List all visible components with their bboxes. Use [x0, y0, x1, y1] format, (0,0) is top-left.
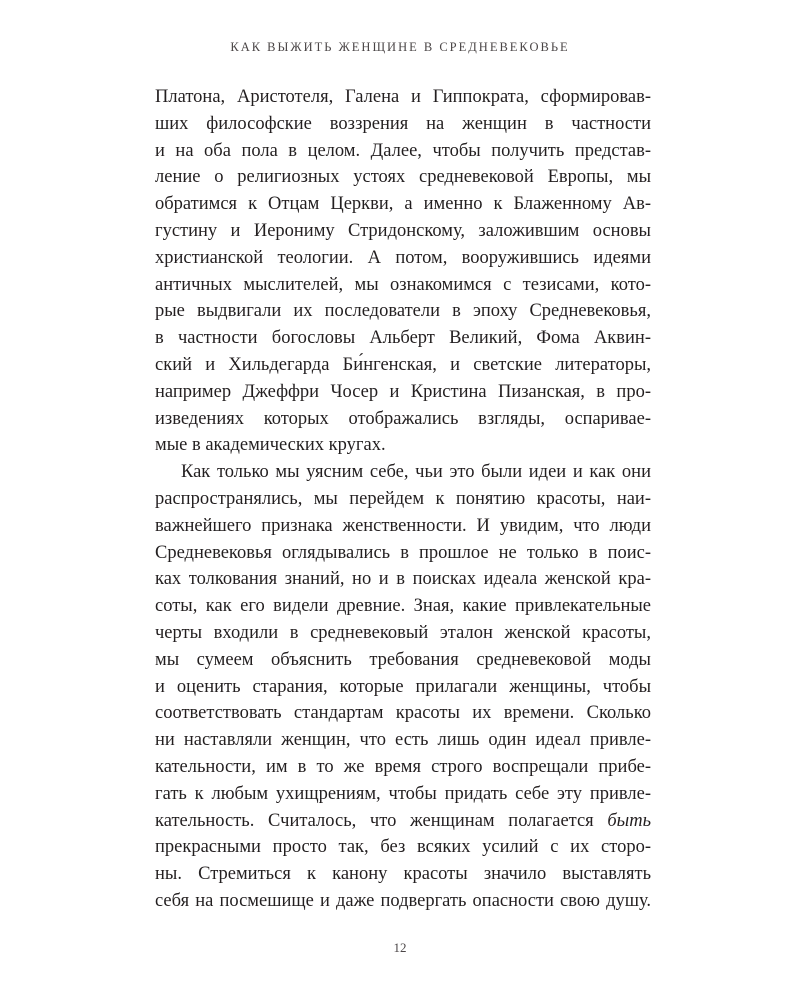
text-line: Платона, Аристотеля, Галена и Гиппократа, сформировав-	[155, 87, 651, 107]
text-line: ни наставляли женщин, что есть лишь один идеал привле-	[155, 730, 651, 751]
text-line: и оценить старания, которые прилагали женщины, чтобы	[155, 676, 651, 697]
text-line: черты входили в средневековый эталон женской красоты,	[155, 622, 651, 643]
text-line: мые в академических кругах.	[155, 435, 386, 456]
text-line: важнейшего признака женственности. И увидим, что люди	[155, 515, 651, 536]
paragraph-2	[155, 459, 651, 915]
text-line: ших философские воззрения на женщин в частности	[155, 113, 651, 134]
text-line: ление о религиозных устоях средневековой Европы, мы	[155, 167, 651, 188]
text-line: рые выдвигали их последователи в эпоху Средневековья,	[155, 301, 651, 322]
text-line: ский и Хильдегарда Би́нгенская, и светские литераторы,	[155, 354, 651, 375]
text-line: соты, как его видели древние. Зная, какие привлекательные	[155, 596, 651, 617]
paragraph-1	[155, 84, 651, 459]
text-line: кательности, им в то же время строго воспрещали прибе-	[155, 756, 651, 777]
text-line: изведениях которых отображались взгляды, оспариваe-	[155, 408, 651, 429]
line-text: кательность. Считалось, что женщинам полагается	[155, 810, 608, 831]
text-line: распространялись, мы перейдем к понятию красоты, наи-	[155, 488, 651, 509]
text-line: густину и Иерониму Стридонскому, заложившим основы	[155, 220, 651, 241]
text-line-with-emphasis	[155, 808, 651, 835]
text-line: себя на посмешище и даже подвергать опасности свою душу.	[155, 890, 651, 911]
text-line: христианской теологии. А потом, вооружившись идеями	[155, 247, 651, 268]
text-line: прекрасными просто так, без всяких усилий с их сторо-	[155, 837, 651, 858]
text-line: Средневековья оглядывались в прошлое не только в поис-	[155, 542, 651, 563]
text-line: ках толкования знаний, но и в поисках идеала женской кра-	[155, 569, 651, 590]
text-line: и на оба пола в целом. Далее, чтобы получить представ-	[155, 140, 651, 161]
text-line: Как только мы уясним себе, чьи это были идеи и как они	[181, 462, 651, 483]
text-line: мы сумеем объяснить требования средневековой моды	[155, 649, 651, 670]
text-line: например Джеффри Чосер и Кристина Пизанская, в про-	[155, 381, 651, 402]
page-number: 12	[393, 940, 407, 955]
running-header: КАК ВЫЖИТЬ ЖЕНЩИНЕ В СРЕДНЕВЕКОВЬЕ	[230, 40, 570, 54]
text-line: в частности богословы Альберт Великий, Фома Аквин-	[155, 328, 651, 349]
text-line: античных мыслителей, мы ознакомимся с тезисами, кото-	[155, 274, 651, 295]
text-line: соответствовать стандартам красоты их времени. Сколько	[155, 703, 651, 724]
text-line: обратимся к Отцам Церкви, а именно к Блаженному Ав-	[155, 194, 651, 215]
text-line: ны. Стремиться к канону красоты значило выставлять	[155, 864, 651, 885]
text-line: гать к любым ухищрениям, чтобы придать себе эту привле-	[155, 783, 651, 804]
emphasized-word: быть	[607, 810, 651, 831]
body-text	[155, 84, 651, 915]
